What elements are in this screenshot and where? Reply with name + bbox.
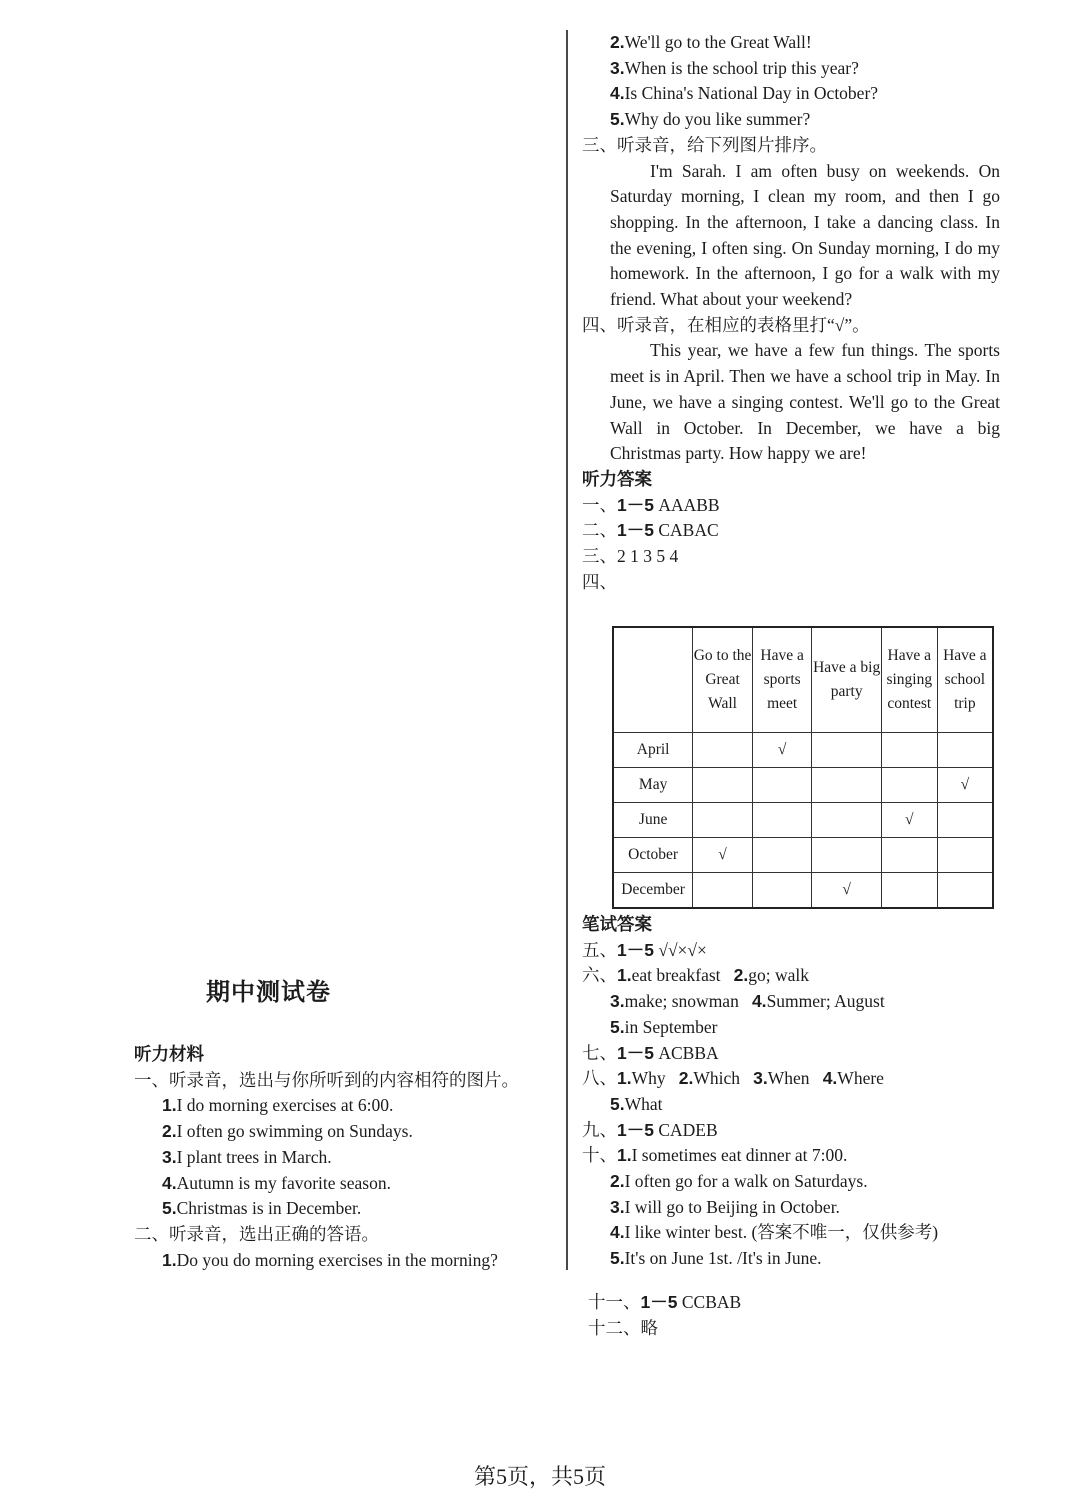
list-item: 3.When is the school trip this year?: [610, 57, 859, 78]
table-header-row: [613, 627, 993, 733]
table-header-cell: [613, 627, 693, 733]
table-cell: [752, 873, 812, 909]
answer-line: 5.It's on June 1st. /It's in June.: [610, 1248, 822, 1269]
table-row: [613, 733, 993, 768]
answer-line: 五、1－5 √√×√×: [582, 939, 707, 960]
answer-line: 4.I like winter best. (答案不唯一，仅供参考): [610, 1222, 939, 1243]
answer-line: 十、1.I sometimes eat dinner at 7:00.: [582, 1145, 848, 1166]
month-cell: April: [613, 733, 693, 768]
list-item: 1.I do morning exercises at 6:00.: [162, 1095, 394, 1116]
written-answers-heading: 笔试答案: [582, 914, 652, 934]
table-header-cell: Have a big party: [812, 627, 881, 733]
list-item: 2.I often go swimming on Sundays.: [162, 1121, 413, 1142]
answer-line: 3.make; snowman 4.Summer; August: [610, 991, 885, 1012]
table-row: [613, 803, 993, 838]
list-item: 1.Do you do morning exercises in the morning?: [162, 1249, 498, 1270]
table-row: [613, 873, 993, 909]
list-item: 2.We'll go to the Great Wall!: [610, 32, 812, 52]
table-cell: √: [752, 733, 812, 768]
month-cell: May: [613, 768, 693, 803]
table-cell: [881, 733, 937, 768]
section-3-heading: 三、听录音，给下列图片排序。: [582, 134, 827, 155]
table-cell: [812, 768, 881, 803]
table-cell: √: [812, 873, 881, 909]
table-cell: [881, 838, 937, 873]
table-cell: [937, 803, 993, 838]
answer-line: 2.I often go for a walk on Saturdays.: [610, 1171, 868, 1192]
list-item: 5.Christmas is in December.: [162, 1198, 362, 1219]
section-4-passage: This year, we have a few fun things. The sports meet is in April. Then we have a school trip in May. In June, we have a singing contest. We'll go to the Great Wall in October. In December, we have a big Christmas party. How happy we are!: [610, 340, 1000, 464]
section-4-heading: 四、听录音，在相应的表格里打“√”。: [582, 314, 870, 335]
section-1-heading: 一、听录音，选出与你所听到的内容相符的图片。: [134, 1069, 519, 1090]
list-item: 5.Why do you like summer?: [610, 109, 811, 130]
answer-table-label: 四、: [582, 571, 617, 592]
table-header-cell: Have a sports meet: [752, 627, 812, 733]
section-3-passage: I'm Sarah. I am often busy on weekends. On Saturday morning, I clean my room, and then I go shopping. In the afternoon, I take a dancing class. In the evening, I often sing. On Sunday morning, I do my homework. In the afternoon, I go for a walk with my friend. What about your weekend?: [610, 160, 1000, 310]
answer-table: [612, 626, 994, 909]
section-2-heading: 二、听录音，选出正确的答语。: [134, 1223, 379, 1244]
table-cell: [752, 803, 812, 838]
answer-line: 5.What: [610, 1093, 663, 1114]
table-header-cell: Go to the Great Wall: [693, 627, 753, 733]
left-column: [134, 1042, 519, 1273]
right-column-top: [582, 30, 1000, 595]
month-cell: October: [613, 838, 693, 873]
table-cell: [812, 803, 881, 838]
table-cell: [693, 768, 753, 803]
table-cell: [937, 733, 993, 768]
table-cell: [752, 768, 812, 803]
page-footer: 第5页，共5页: [473, 1464, 606, 1489]
right-column-end: [588, 1290, 741, 1341]
table-cell: [881, 768, 937, 803]
table-cell: [812, 733, 881, 768]
list-item: 4.Is China's National Day in October?: [610, 83, 879, 104]
table-cell: [937, 838, 993, 873]
table-row: [613, 838, 993, 873]
list-item: 3.I plant trees in March.: [162, 1146, 332, 1167]
answer-line: 三、2 1 3 5 4: [582, 546, 679, 567]
column-divider: [566, 30, 568, 1270]
answer-line: 5.in September: [610, 1016, 718, 1037]
table-cell: [752, 838, 812, 873]
answer-line: 十二、略: [588, 1317, 658, 1338]
listening-answers-heading: 听力答案: [582, 468, 652, 489]
month-cell: December: [613, 873, 693, 909]
table-cell: [812, 838, 881, 873]
answer-line: 一、1－5 AAABB: [582, 494, 720, 515]
table-header-cell: Have a school trip: [937, 627, 993, 733]
table-cell: [693, 873, 753, 909]
answer-line: 二、1－5 CABAC: [582, 520, 719, 541]
answer-line: 十一、1－5 CCBAB: [588, 1292, 742, 1312]
answer-line: 八、1.Why 2.Which 3.When 4.Where: [582, 1068, 884, 1089]
table-cell: √: [881, 803, 937, 838]
table-row: [613, 768, 993, 803]
table-cell: [937, 873, 993, 909]
answer-line: 九、1－5 CADEB: [582, 1119, 718, 1140]
answer-line: 六、1.eat breakfast 2.go; walk: [582, 965, 810, 986]
answer-line: 3.I will go to Beijing in October.: [610, 1196, 840, 1217]
right-column-bottom: [582, 912, 938, 1272]
table-cell: √: [693, 838, 753, 873]
table-cell: [881, 873, 937, 909]
table-header-cell: Have a singing contest: [881, 627, 937, 733]
listening-heading: 听力材料: [134, 1044, 204, 1064]
table-cell: [693, 803, 753, 838]
table-cell: √: [937, 768, 993, 803]
page-title: 期中测试卷: [206, 979, 331, 1006]
month-cell: June: [613, 803, 693, 838]
list-item: 4.Autumn is my favorite season.: [162, 1172, 391, 1193]
table-cell: [693, 733, 753, 768]
answer-line: 七、1－5 ACBBA: [582, 1042, 719, 1063]
